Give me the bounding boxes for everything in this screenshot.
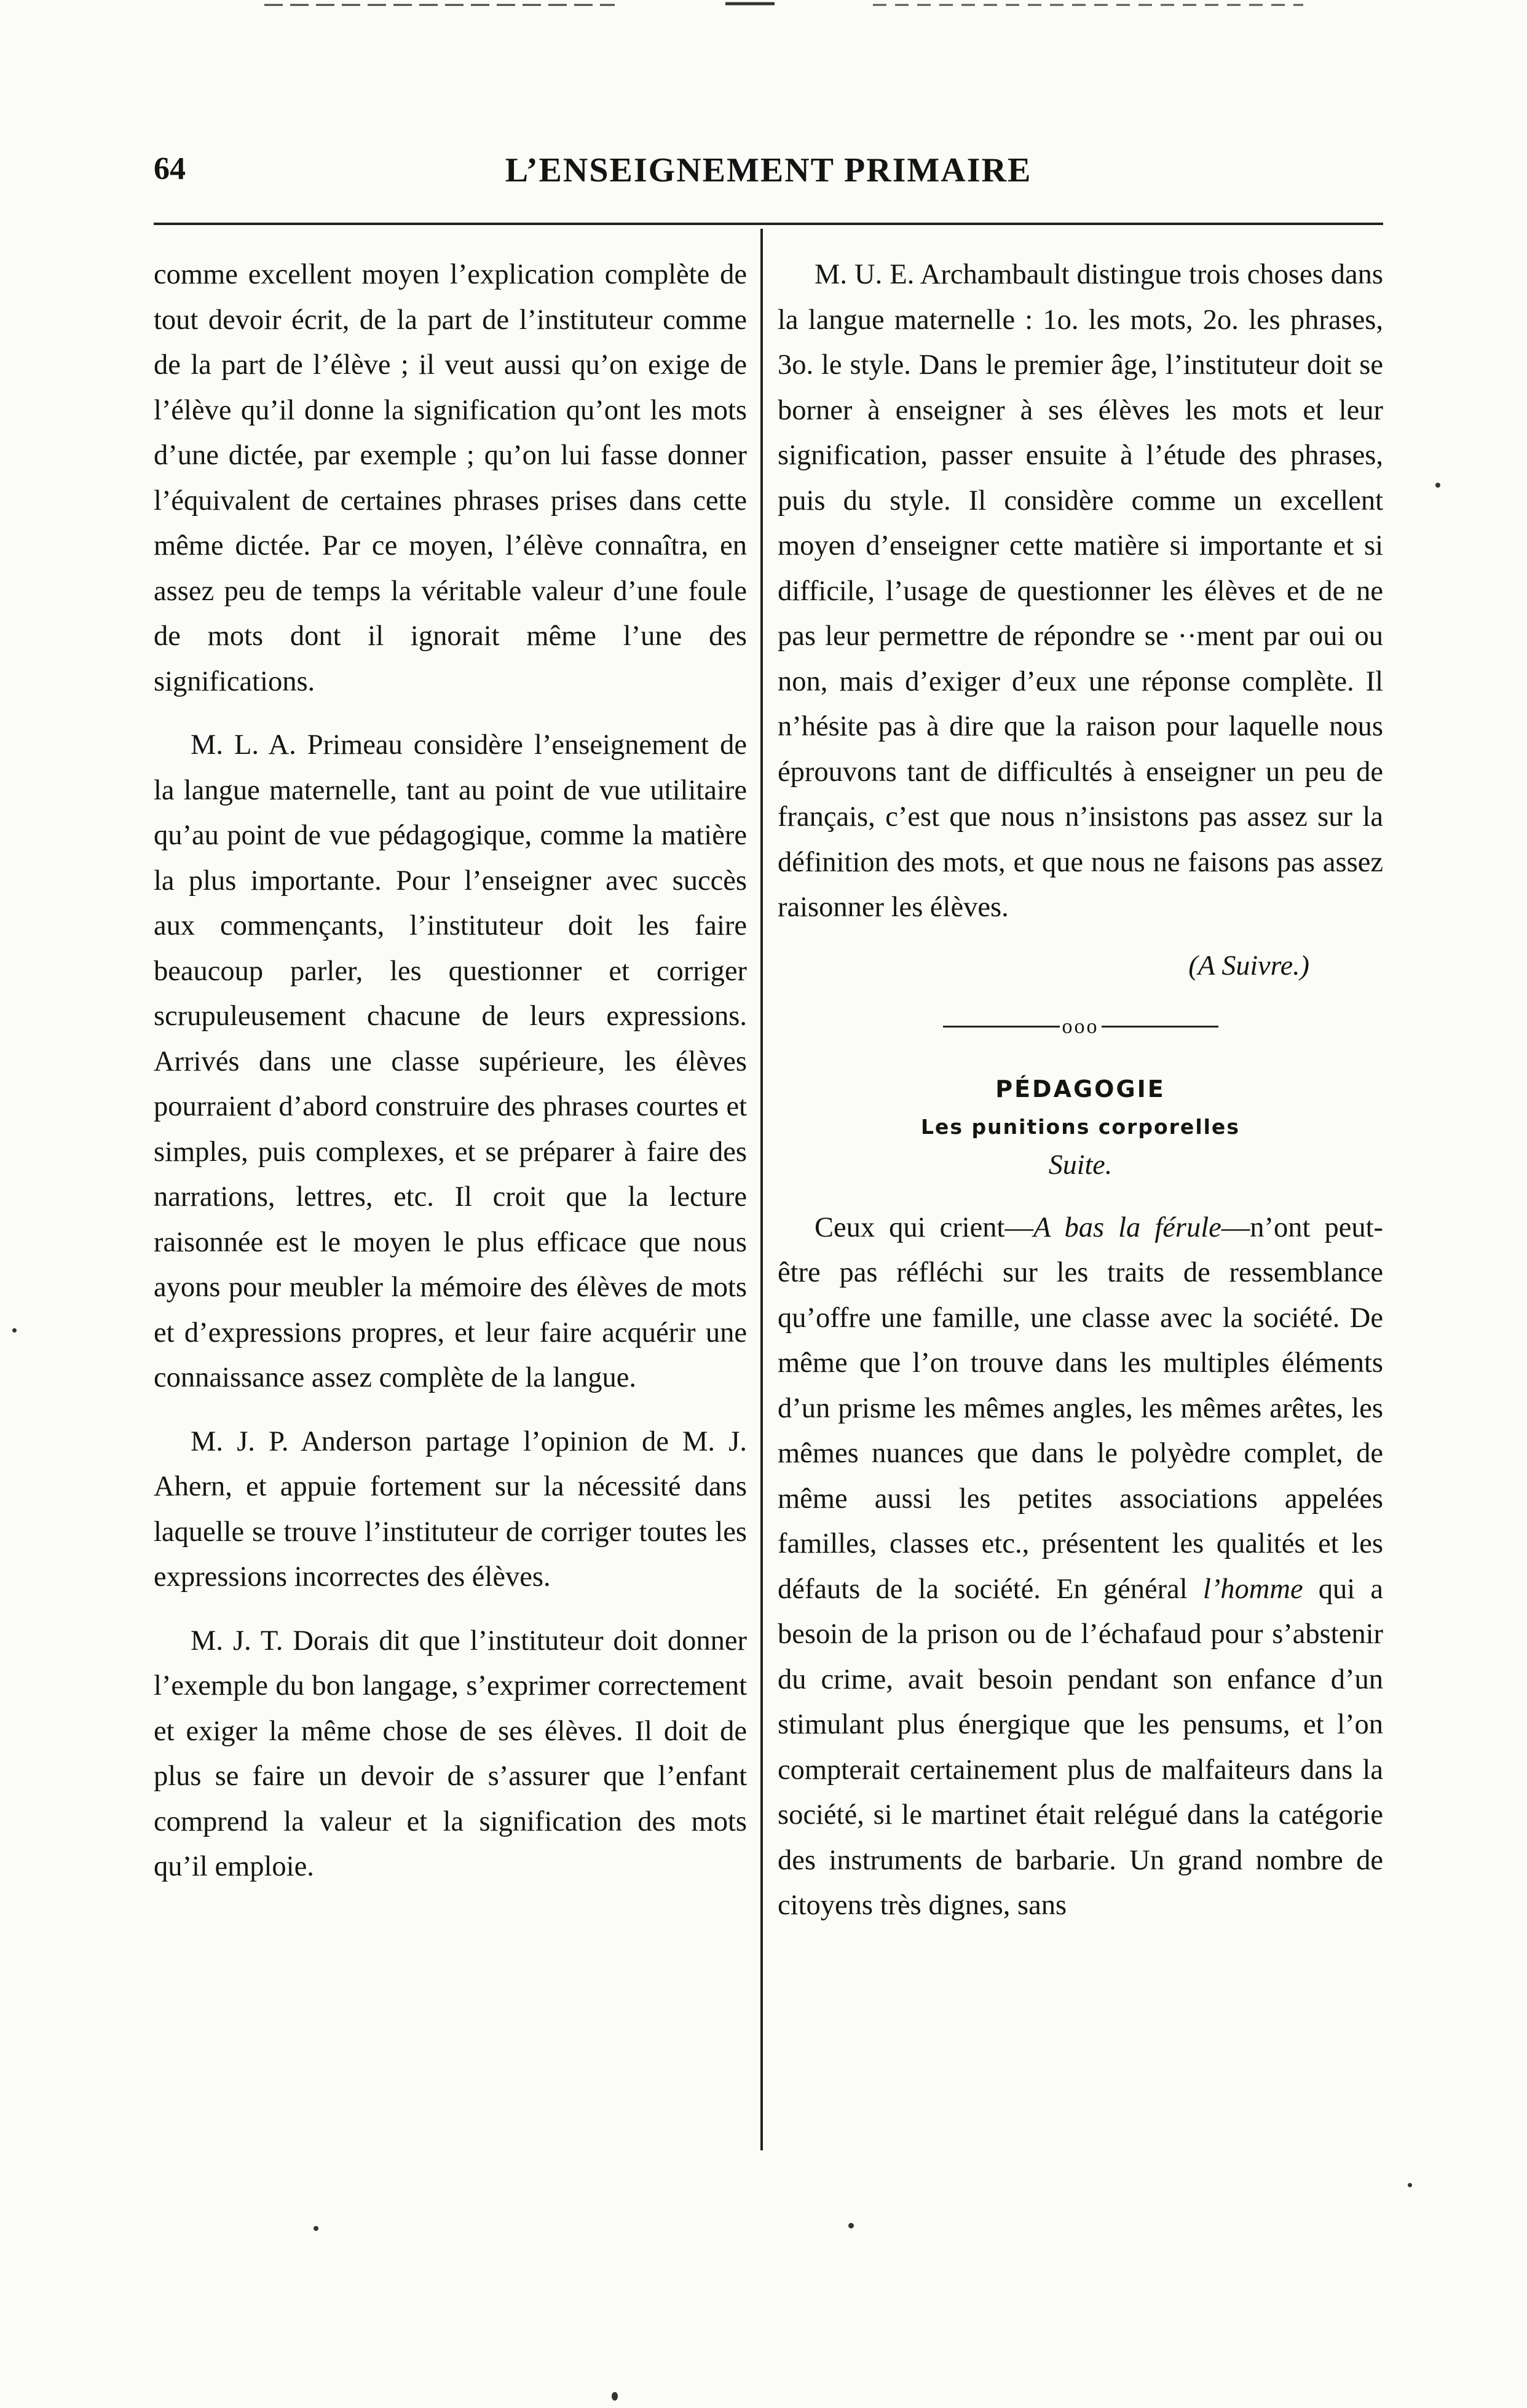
- paragraph: M. J. P. Anderson partage l’opinion de M. J. Ahern, et appuie fortement sur la nécessité dans laquelle se trouve l’instituteur de corriger toutes les expressions incorrectes des élèves.: [154, 1425, 747, 1593]
- text-run: —n’ont peut-être pas réfléchi sur les traits de ressemblance qu’offre une famille, une classe avec la société. De même que l’on trouve dans les multiples éléments d’un prisme les mêmes angles, les mêmes arêtes, les mêmes nuances que dans le polyèdre complet, de même aussi les petites associations appelées familles, classes etc., présentent les qualités et les défauts de la société. En général: [778, 1211, 1383, 1605]
- text-run: Ceux qui crient—: [815, 1211, 1033, 1243]
- separator-text: ooo: [1062, 1015, 1099, 1038]
- separator-line: [1102, 1026, 1218, 1028]
- paragraph: comme excellent moyen l’explication complète de tout devoir écrit, de la part de l’instituteur comme de la part de l’élève ; il veut aussi qu’on exige de l’élève qu’il donne la signification qu’ont les mots d’une dictée, par exemple ; qu’on lui fasse donner l’équivalent de certaines phrases prises dans cette même dictée. Par ce moyen, l’élève connaîtra, en assez peu de temps la véritable valeur d’une foule de mots dont il ignorait même l’une des significations.: [154, 259, 747, 697]
- scan-speck: [848, 2223, 854, 2228]
- scan-speck: [1408, 2183, 1412, 2187]
- running-title: L’ENSEIGNEMENT PRIMAIRE: [505, 151, 1032, 189]
- continued-note: (A Suivre.): [1188, 949, 1309, 981]
- section-separator: [778, 1015, 1383, 1039]
- paragraph: M. L. A. Primeau considère l’enseignement de la langue maternelle, tant au point de vue utilitaire qu’au point de vue pédagogique, comme la matière la plus importante. Pour l’enseigner avec succès aux commençants, l’instituteur doit les faire beaucoup parler, les questionner et corriger scrupuleusement chacune de leurs expressions. Arrivés dans une classe supérieure, les élèves pourraient d’abord construire des phrases courtes et simples, puis complexes, et se préparer à faire des narrations, lettres, etc. Il croit que la lecture raisonnée est le moyen le plus efficace que nous ayons pour meubler la mémoire des élèves de mots et d’expressions propres, et leur faire acquérir une connaissance assez complète de la langue.: [154, 729, 747, 1393]
- paragraph: M. U. E. Archambault distingue trois choses dans la langue maternelle : 1o. les mots, 2o. les phrases, 3o. le style. Dans le premier âge, l’instituteur doit se borner à enseigner à ses élèves les mots et leur signification, passer ensuite à l’étude des phrases, puis du style. Il considère comme un excellent moyen d’enseigner cette matière si importante et si difficile, l’usage de questionner les élèves et de ne pas leur permettre de répondre se ··ment par oui ou non, mais d’exiger d’eux une réponse complète. Il n’hésite pas à dire que la raison pour laquelle nous éprouvons tant de difficultés à enseigner un peu de français, c’est que nous n’insistons pas assez sur la définition des mots, et que nous ne faisons pas assez raisonner les élèves.: [778, 259, 1383, 923]
- right-column: [778, 252, 1383, 1947]
- page-number: 64: [154, 151, 186, 186]
- separator-line: [943, 1026, 1060, 1028]
- text-run: qui a besoin de la prison ou de l’échafaud pour s’abstenir du crime, avait besoin pendant son enfance d’un stimulant plus énergique que les pensums, et l’on compterait certainement plus de malfaiteurs dans la société, si le martinet était relégué dans la catégorie des instruments de barbarie. Un grand nombre de citoyens très dignes, sans: [778, 1573, 1383, 1921]
- left-column: [154, 252, 747, 1908]
- running-head: [154, 151, 1383, 194]
- scan-speck: [612, 2392, 618, 2401]
- section-note: Suite.: [1048, 1148, 1113, 1180]
- section-title: PÉDAGOGIE: [995, 1075, 1166, 1103]
- paragraph: [778, 1205, 1383, 1928]
- column-divider: [760, 229, 763, 2150]
- scan-speck: [1435, 483, 1440, 488]
- section-subtitle: Les punitions corporelles: [921, 1114, 1240, 1139]
- paragraph: M. J. T. Dorais dit que l’instituteur doit donner l’exemple du bon langage, s’exprimer correctement et exiger la même chose de ses élèves. Il doit de plus se faire un devoir de s’assurer que l’enfant comprend la valeur et la signification des mots qu’il emploie.: [154, 1625, 747, 1882]
- scan-speck: [314, 2226, 318, 2231]
- scan-edge-marks: [0, 0, 1527, 25]
- header-rule: [154, 223, 1383, 225]
- emphasis: l’homme: [1202, 1573, 1303, 1605]
- quoted-cry: A bas la férule: [1033, 1211, 1221, 1243]
- scan-speck: [12, 1328, 17, 1333]
